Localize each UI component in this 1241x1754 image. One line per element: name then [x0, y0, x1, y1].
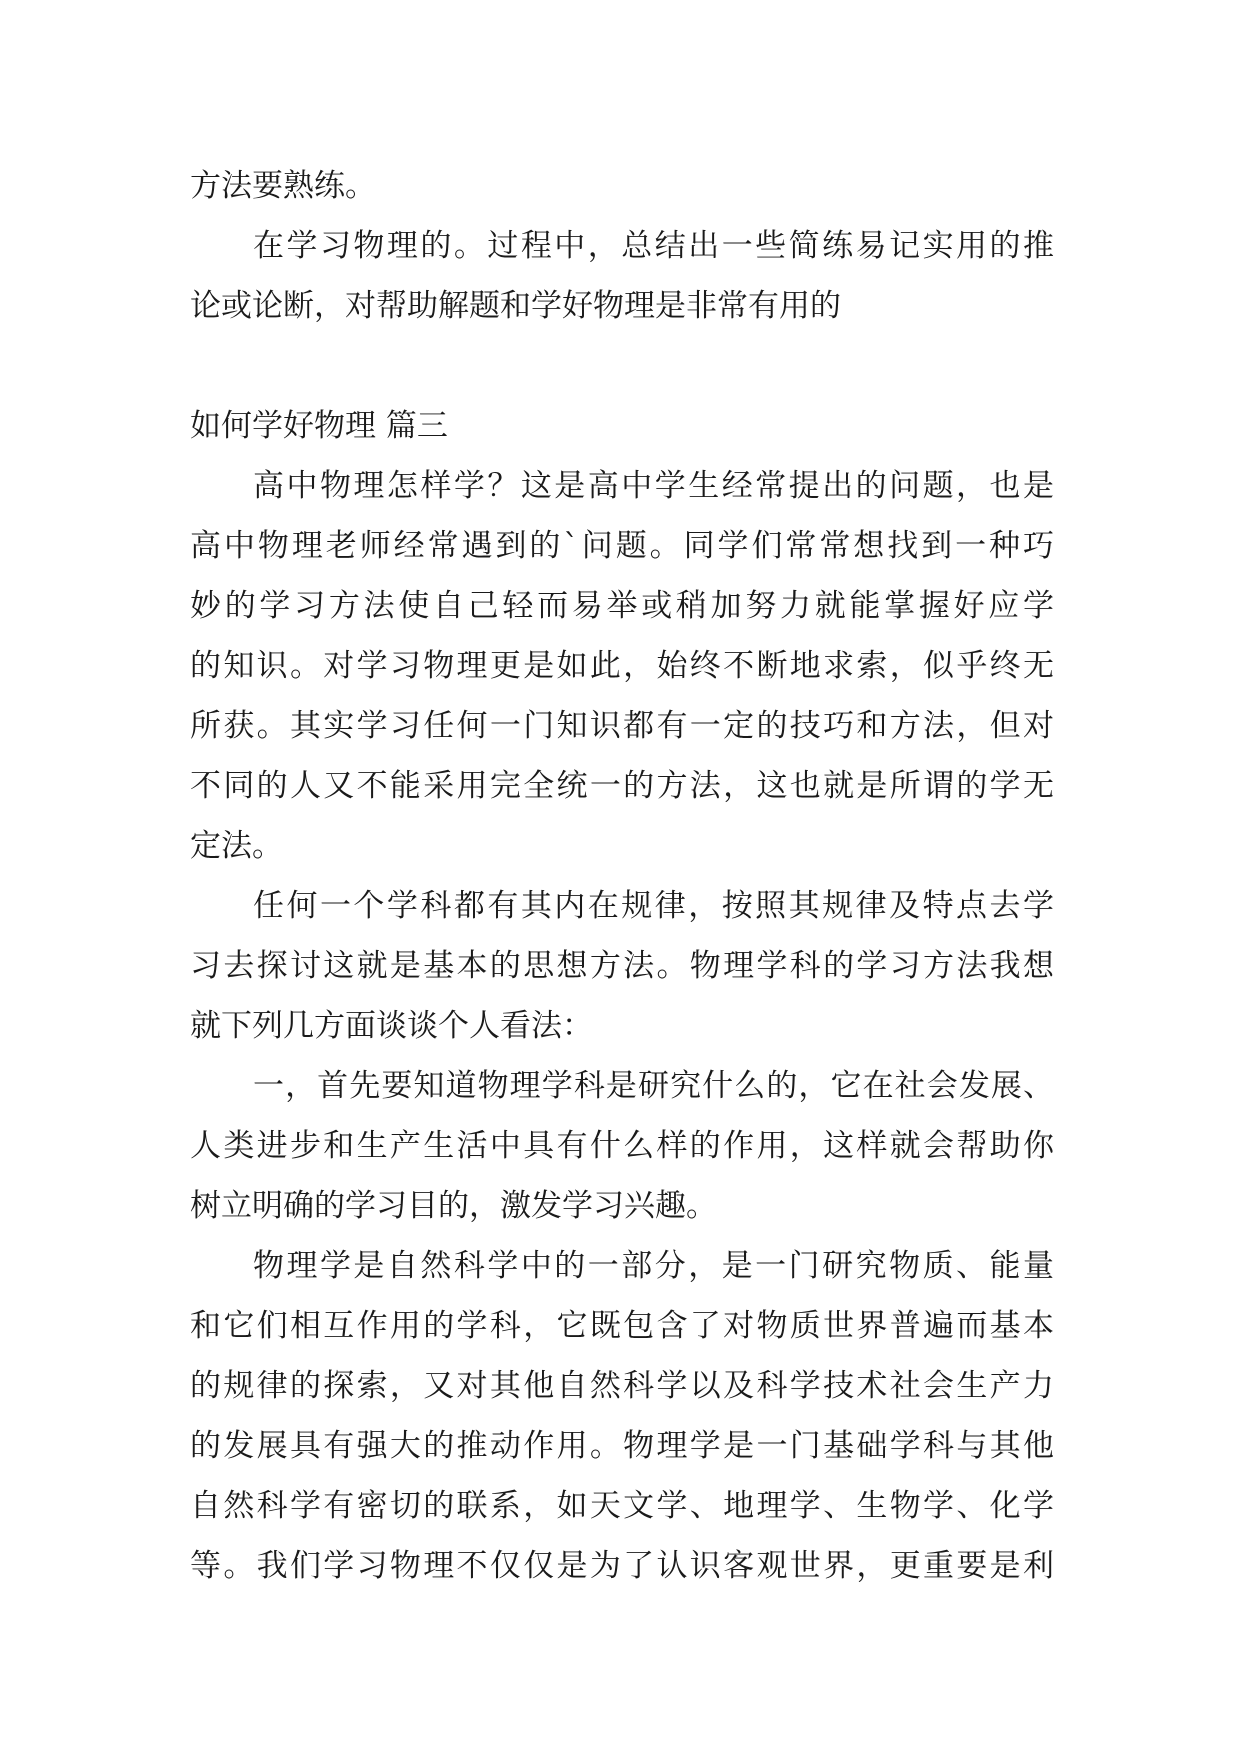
- paragraph: [190, 1236, 1054, 1596]
- text-line: 的知识。对学习物理更是如此，始终不断地求索，似乎终无: [190, 648, 1054, 684]
- text-line: 树立明确的学习目的，激发学习兴趣。: [190, 1188, 717, 1224]
- text-line: 所获。其实学习任何一门知识都有一定的技巧和方法，但对: [190, 708, 1054, 744]
- text-column: [190, 156, 1054, 1596]
- text-line: 妙的学习方法使自己轻而易举或稍加努力就能掌握好应学: [190, 588, 1054, 624]
- text-line: 不同的人又不能采用完全统一的方法，这也就是所谓的学无: [190, 768, 1054, 804]
- text-line: 任何一个学科都有其内在规律，按照其规律及特点去学: [253, 888, 1054, 924]
- text-line: 论或论断，对帮助解题和学好物理是非常有用的: [190, 288, 841, 324]
- paragraph-spacer: [190, 336, 1054, 396]
- text-line: 和它们相互作用的学科，它既包含了对物质世界普遍而基本: [190, 1308, 1054, 1344]
- paragraph: [190, 156, 1054, 216]
- text-line: 在学习物理的。过程中，总结出一些简练易记实用的推: [253, 228, 1054, 264]
- text-line: 定法。: [190, 828, 283, 864]
- text-line: 方法要熟练。: [190, 168, 376, 204]
- text-line: 高中物理老师经常遇到的`问题。同学们常常想找到一种巧: [190, 528, 1054, 564]
- text-line: 人类进步和生产生活中具有什么样的作用，这样就会帮助你: [190, 1128, 1054, 1164]
- text-line: 一，首先要知道物理学科是研究什么的，它在社会发展、: [253, 1068, 1054, 1104]
- text-line: 高中物理怎样学？这是高中学生经常提出的问题，也是: [253, 468, 1054, 504]
- text-line: 物理学是自然科学中的一部分，是一门研究物质、能量: [253, 1248, 1054, 1284]
- text-line: 的发展具有强大的推动作用。物理学是一门基础学科与其他: [190, 1428, 1054, 1464]
- section-heading: [190, 396, 1054, 456]
- text-line: 就下列几方面谈谈个人看法：: [190, 1008, 593, 1044]
- text-line: 习去探讨这就是基本的思想方法。物理学科的学习方法我想: [190, 948, 1054, 984]
- text-line: 的规律的探索，又对其他自然科学以及科学技术社会生产力: [190, 1368, 1054, 1404]
- paragraph: [190, 216, 1054, 336]
- section-heading-text: 如何学好物理 篇三: [190, 408, 448, 444]
- paragraph: [190, 876, 1054, 1056]
- paragraph: [190, 1056, 1054, 1236]
- paragraph: [190, 456, 1054, 876]
- text-line: 自然科学有密切的联系，如天文学、地理学、生物学、化学: [190, 1488, 1054, 1524]
- text-line: 等。我们学习物理不仅仅是为了认识客观世界，更重要是利: [190, 1548, 1054, 1584]
